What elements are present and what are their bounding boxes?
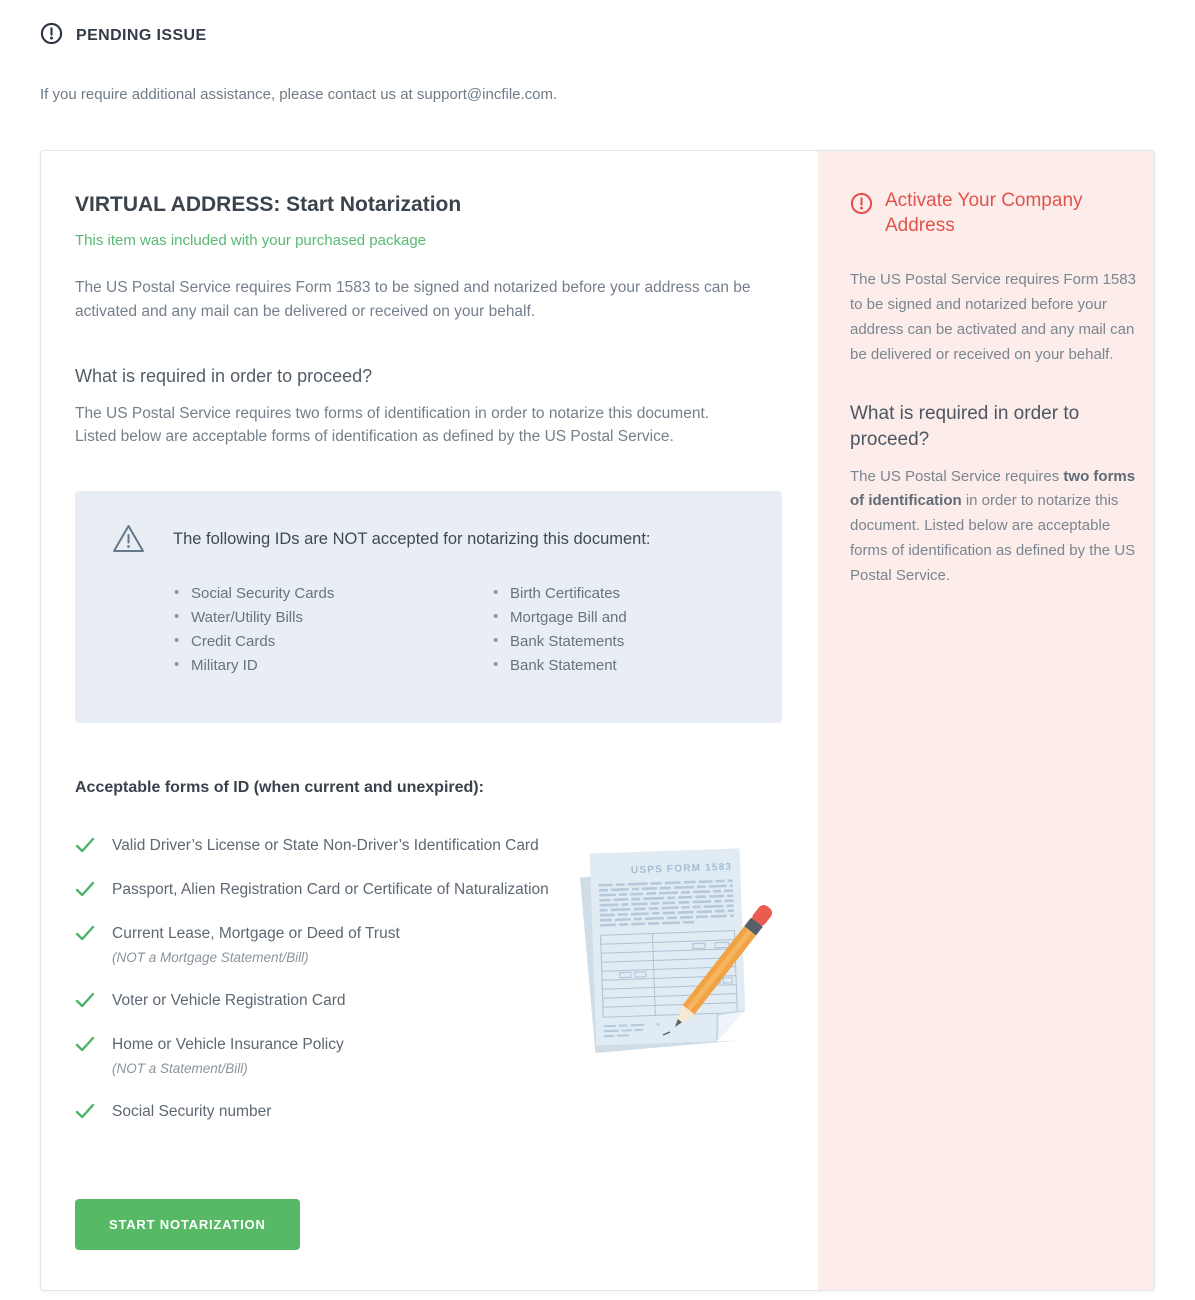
- list-item: • Mortgage Bill and: [493, 609, 627, 626]
- assistance-text: If you require additional assistance, please contact us at support@incfile.com.: [40, 86, 558, 103]
- pending-issue-header: [0, 22, 1195, 50]
- sidebar-title: Activate Your Company Address: [885, 190, 1083, 236]
- included-package-note: This item was included with your purchased package: [75, 232, 427, 249]
- acceptable-ids-heading: Acceptable forms of ID (when current and unexpired):: [75, 778, 484, 796]
- check-icon: [75, 992, 95, 1013]
- list-item-note: (NOT a Mortgage Statement/Bill): [112, 949, 309, 965]
- not-accepted-list-right: [493, 585, 627, 681]
- list-item-label: Voter or Vehicle Registration Card: [112, 991, 346, 1009]
- check-icon: [75, 1103, 95, 1124]
- acceptable-ids-list: [75, 833, 575, 1143]
- check-icon: [75, 837, 95, 858]
- list-item: • Bank Statement: [493, 657, 627, 674]
- list-item: • Water/Utility Bills: [174, 609, 493, 626]
- sidebar-proceed-heading: What is required in order to proceed?: [850, 403, 1080, 451]
- start-notarization-button[interactable]: START NOTARIZATION: [75, 1199, 300, 1250]
- list-item: [75, 877, 575, 902]
- list-item: [75, 833, 575, 858]
- not-accepted-title: The following IDs are NOT accepted for notarizing this document:: [173, 529, 651, 548]
- list-item-label: Valid Driver’s License or State Non-Driver’s Identification Card: [112, 836, 539, 854]
- list-item: [75, 1099, 575, 1124]
- list-item: [75, 988, 575, 1013]
- sidebar-proceed-text: The US Postal Service requires two forms of identification in order to notarize this document. Listed below are acceptable forms of identification as defined by the US Postal Service.: [850, 467, 1136, 584]
- list-item-label: Passport, Alien Registration Card or Certificate of Naturalization: [112, 880, 549, 898]
- list-item: • Social Security Cards: [174, 585, 493, 602]
- list-item: • Military ID: [174, 657, 493, 674]
- alert-circle-icon: [850, 189, 873, 238]
- sidebar-intro: The US Postal Service requires Form 1583 to be signed and notarized before your address can be activated and any mail can be delivered or received on your behalf.: [850, 271, 1136, 363]
- check-icon: [75, 925, 95, 969]
- card-title: VIRTUAL ADDRESS: Start Notarization: [75, 193, 462, 216]
- list-item-label: Current Lease, Mortgage or Deed of Trust (NOT a Mortgage Statement/Bill): [112, 921, 400, 969]
- warning-triangle-icon: [111, 523, 146, 559]
- list-item: • Birth Certificates: [493, 585, 627, 602]
- intro-paragraph: The US Postal Service requires Form 1583 to be signed and notarized before your address can be activated and any mail can be delivered or received on your behalf.: [75, 279, 751, 321]
- list-item-label: Social Security number: [112, 1102, 272, 1120]
- list-item: [75, 921, 575, 969]
- notarization-card: [40, 150, 1155, 1291]
- requirements-text: The US Postal Service requires two forms of identification in order to notarize this document. Listed below are acceptable forms of identification as defined by the US Postal Service.: [75, 405, 710, 446]
- usps-form-illustration: [575, 839, 780, 1058]
- svg-text:USPS FORM 1583: USPS FORM 1583: [630, 861, 733, 876]
- requirements-heading: What is required in order to proceed?: [75, 366, 373, 387]
- not-accepted-list-left: [174, 585, 493, 681]
- notarization-main: [41, 151, 818, 1290]
- check-icon: [75, 1036, 95, 1080]
- page-title: PENDING ISSUE: [76, 27, 207, 44]
- alert-circle-icon: [40, 22, 63, 50]
- list-item: [75, 1032, 575, 1080]
- list-item: • Bank Statements: [493, 633, 627, 650]
- check-icon: [75, 881, 95, 902]
- not-accepted-notice: [75, 491, 782, 723]
- activate-address-sidebar: [818, 151, 1155, 1290]
- list-item-note: (NOT a Statement/Bill): [112, 1060, 248, 1076]
- list-item-label: Home or Vehicle Insurance Policy (NOT a Statement/Bill): [112, 1032, 344, 1080]
- list-item: • Credit Cards: [174, 633, 493, 650]
